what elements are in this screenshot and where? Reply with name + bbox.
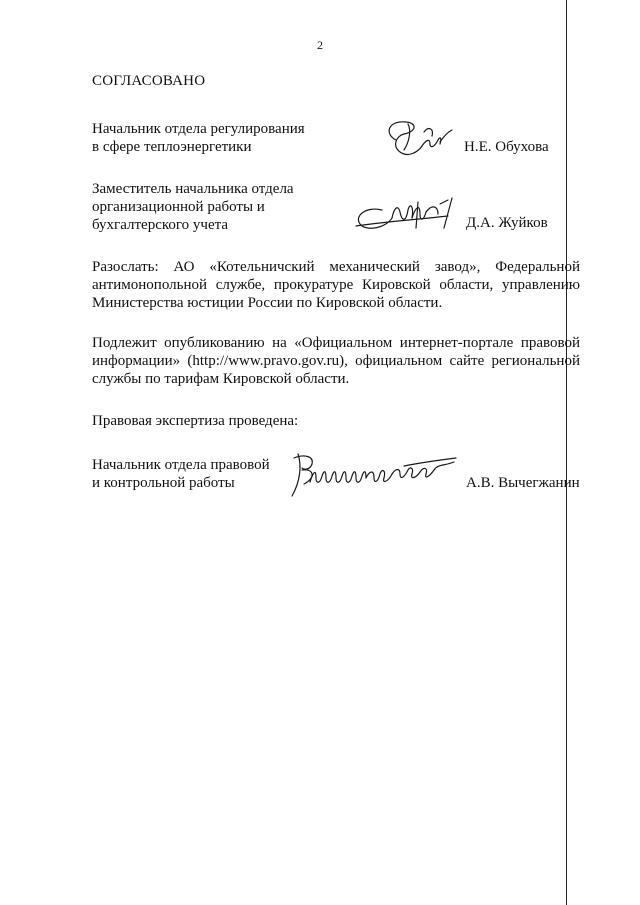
- legal-review-heading: Правовая экспертиза проведена:: [92, 413, 299, 429]
- distribution-line: антимонопольной службе, прокуратуре Кировской области, управлению: [92, 277, 580, 293]
- publication-line: Подлежит опубликованию на «Официальном интернет-портале правовой: [92, 335, 580, 351]
- approved-heading: СОГЛАСОВАНО: [92, 73, 206, 89]
- signatory-2-name: Д.А. Жуйков: [466, 215, 548, 231]
- signature-zhuykov: [352, 192, 462, 238]
- legal-signatory-title-line: и контрольной работы: [92, 475, 235, 491]
- page-number: 2: [317, 38, 323, 52]
- publication-line: информации» (http://www.pravo.gov.ru), официальном сайте региональной: [92, 353, 580, 369]
- legal-signatory-name: А.В. Вычегжанин: [466, 475, 580, 491]
- signatory-1-title: [92, 120, 352, 156]
- distribution-paragraph: [92, 258, 580, 312]
- publication-line: службы по тарифам Кировской области.: [92, 371, 350, 387]
- signature-vychegzhanin: [284, 448, 460, 500]
- distribution-line: Министерства юстиции России по Кировской области.: [92, 295, 443, 311]
- publication-paragraph: [92, 334, 580, 388]
- signatory-2-title-line: бухгалтерского учета: [92, 217, 229, 233]
- legal-signatory-title-line: Начальник отдела правовой: [92, 457, 270, 473]
- page-margin-line: [566, 0, 567, 905]
- signatory-1-name: Н.Е. Обухова: [464, 139, 549, 155]
- signatory-2-title-line: организационной работы и: [92, 199, 265, 215]
- signatory-1-title-line: в сфере теплоэнергетики: [92, 139, 252, 155]
- signature-obukhova: [378, 112, 458, 162]
- signatory-2-title-line: Заместитель начальника отдела: [92, 181, 294, 197]
- signatory-2-title: [92, 180, 352, 234]
- distribution-line: Разослать: АО «Котельничский механический завод», Федеральной: [92, 259, 580, 275]
- signatory-1-title-line: Начальник отдела регулирования: [92, 121, 305, 137]
